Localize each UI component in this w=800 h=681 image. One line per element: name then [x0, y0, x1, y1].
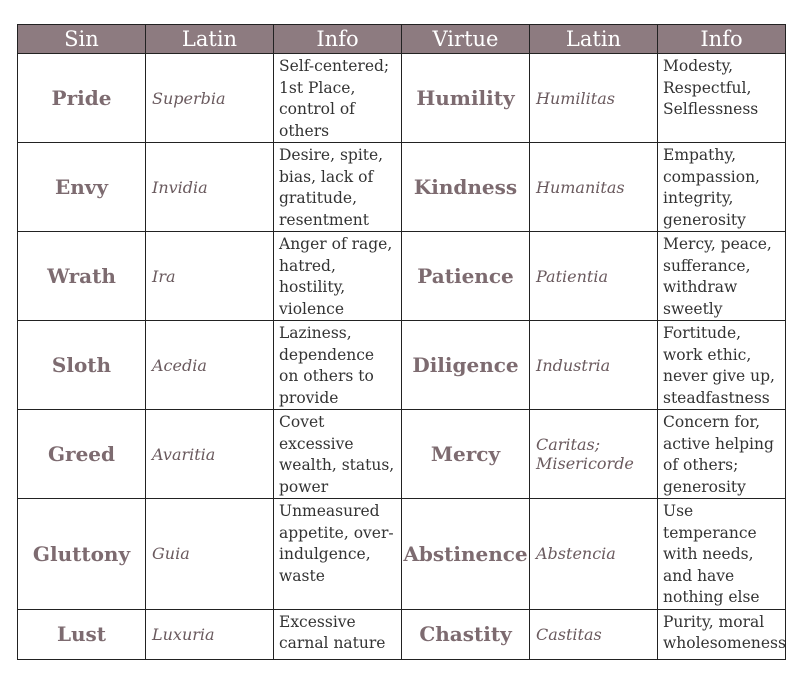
sin-latin: Superbia [146, 54, 274, 143]
virtue-info-text: Use temperance with needs, and have nothing else [663, 502, 760, 606]
sin-info [274, 143, 402, 232]
virtue-info-text: Mercy, peace, sufferance, withdraw sweetly [663, 235, 772, 318]
virtue-info-text: Fortitude, work ethic, never give up, steadfastness [663, 324, 775, 407]
sin-latin: Guia [146, 499, 274, 610]
virtue-info [658, 609, 786, 659]
sin-info [274, 609, 402, 659]
virtue-info [658, 54, 786, 143]
table-row [18, 609, 786, 659]
header-virtue-latin: Latin [530, 25, 658, 54]
virtue-name: Mercy [402, 410, 530, 499]
table-row [18, 499, 786, 610]
sin-name: Sloth [18, 321, 146, 410]
sin-name: Gluttony [18, 499, 146, 610]
sin-name: Envy [18, 143, 146, 232]
sin-name: Wrath [18, 232, 146, 321]
table-row [18, 321, 786, 410]
header-sin-info: Info [274, 25, 402, 54]
table-row [18, 232, 786, 321]
header-sin-latin: Latin [146, 25, 274, 54]
virtue-name: Humility [402, 54, 530, 143]
header-sin: Sin [18, 25, 146, 54]
virtue-latin: Caritas; Misericorde [530, 410, 658, 499]
table-row [18, 54, 786, 143]
virtue-name: Kindness [402, 143, 530, 232]
virtue-info-text: Concern for, active helping of others; generosity [663, 413, 774, 496]
sin-latin: Avaritia [146, 410, 274, 499]
virtue-name: Patience [402, 232, 530, 321]
sin-info-text: Unmeasured appetite, over-indulgence, waste [279, 502, 394, 585]
virtue-info-text: Purity, moral wholesomeness [663, 612, 786, 652]
virtue-info [658, 321, 786, 410]
sin-info-text: Desire, spite, bias, lack of gratitude, resentment [279, 146, 384, 229]
sin-name: Pride [18, 54, 146, 143]
sin-name: Lust [18, 609, 146, 659]
table-row [18, 143, 786, 232]
sin-info [274, 321, 402, 410]
virtue-info [658, 410, 786, 499]
virtue-latin: Patientia [530, 232, 658, 321]
header-row [18, 25, 786, 54]
sin-latin: Invidia [146, 143, 274, 232]
sin-latin: Luxuria [146, 609, 274, 659]
sin-info-text: Covet excessive wealth, status, power [279, 413, 395, 496]
sin-info [274, 54, 402, 143]
table-row [18, 410, 786, 499]
sin-info-text: Self-centered; 1st Place, control of others [279, 57, 390, 140]
virtue-latin: Industria [530, 321, 658, 410]
sin-info-text: Anger of rage, hatred, hostility, violence [279, 235, 393, 318]
virtue-info [658, 499, 786, 610]
sin-info [274, 232, 402, 321]
virtue-info [658, 232, 786, 321]
virtue-latin: Castitas [530, 609, 658, 659]
sin-info-text: Excessive carnal nature [279, 612, 386, 652]
sin-info [274, 499, 402, 610]
sin-name: Greed [18, 410, 146, 499]
sin-latin: Acedia [146, 321, 274, 410]
sin-latin: Ira [146, 232, 274, 321]
sin-info-text: Laziness, dependence on others to provide [279, 324, 375, 407]
virtue-name: Abstinence [402, 499, 530, 610]
sin-info [274, 410, 402, 499]
sins-virtues-table [17, 24, 786, 660]
header-virtue: Virtue [402, 25, 530, 54]
virtue-info [658, 143, 786, 232]
virtue-info-text: Modesty, Respectful, Selflessness [663, 57, 759, 118]
virtue-name: Chastity [402, 609, 530, 659]
virtue-latin: Abstencia [530, 499, 658, 610]
virtue-info-text: Empathy, compassion, integrity, generosity [663, 146, 760, 229]
virtue-latin: Humanitas [530, 143, 658, 232]
virtue-name: Diligence [402, 321, 530, 410]
header-virtue-info: Info [658, 25, 786, 54]
virtue-latin: Humilitas [530, 54, 658, 143]
